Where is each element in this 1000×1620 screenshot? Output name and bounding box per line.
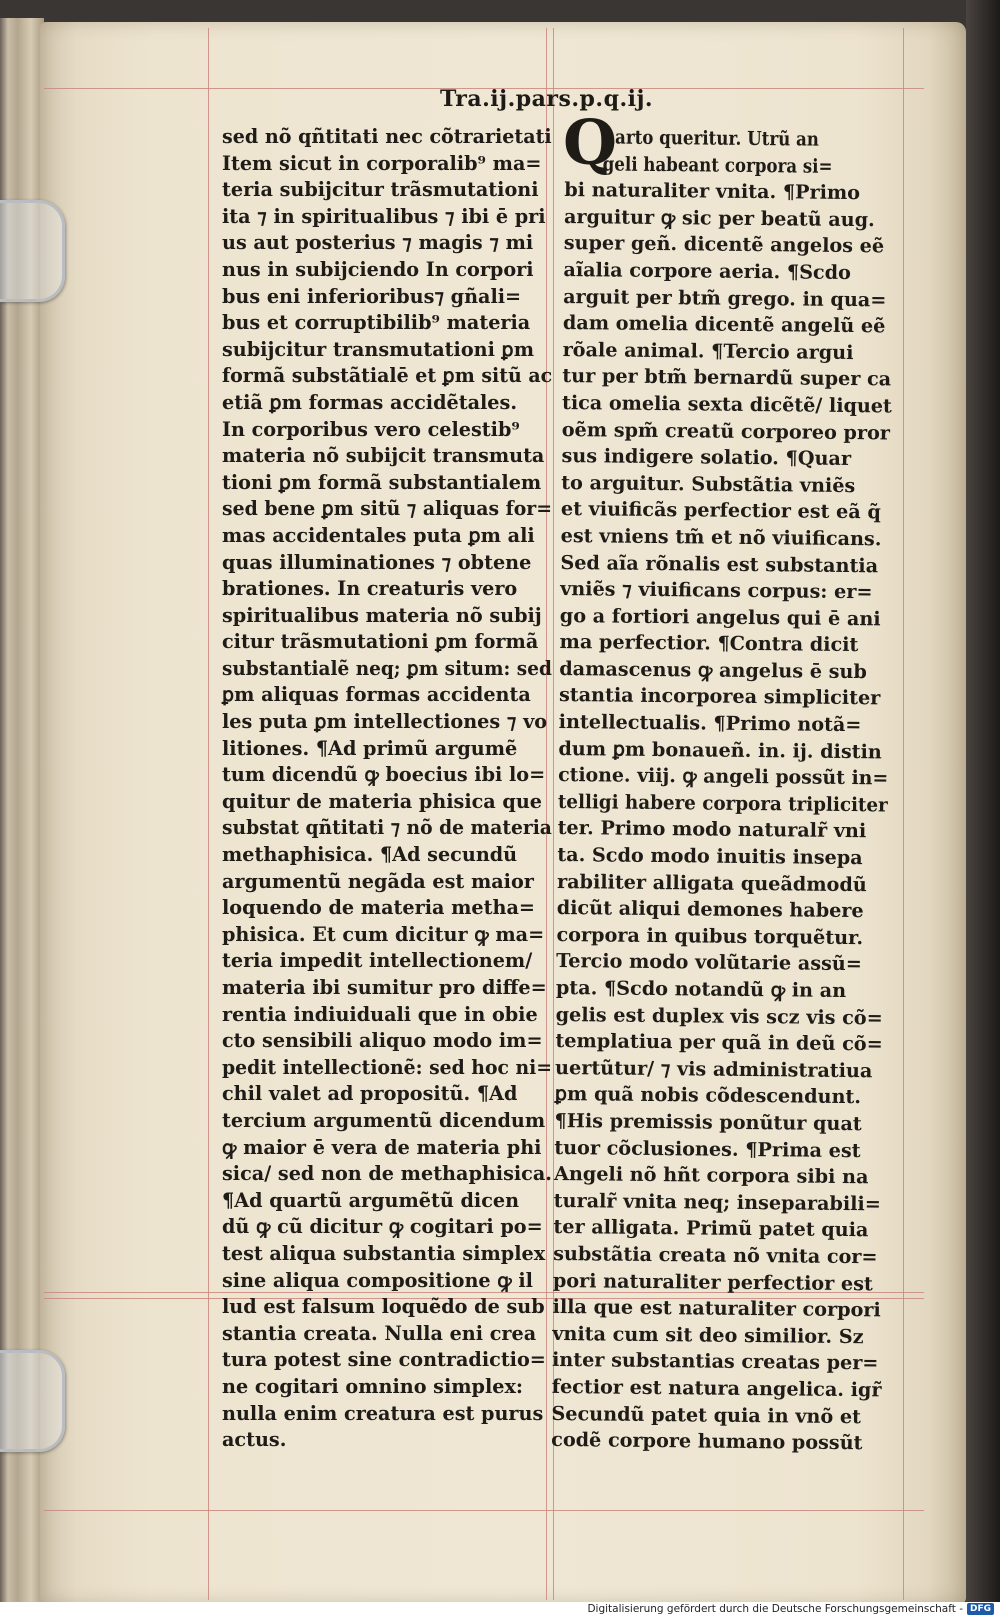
text-line: ctione. viij. ꝙ angeli possũt in= [558,763,889,790]
page-clamp [0,200,65,302]
text-line: dam omelia dicentẽ angelũ eẽ [562,311,886,338]
text-line: ꝑm quã nobis cõdescendunt. [554,1082,862,1109]
gutter-shadow [966,0,1000,1620]
text-line: rabiliter alligata queãdmodũ [556,869,867,896]
text-line: ma perfectior. ¶Contra dicit [559,630,859,657]
text-column-left [222,124,552,1454]
text-line: Tercio modo volũtarie assũ= [556,949,863,976]
page-clamp [0,1350,65,1452]
text-line: uertũtur/ ⁊ vis administratiua [555,1055,873,1083]
text-line: damascenus ꝙ angelus ē sub [559,656,867,684]
text-line: go a fortiori angelus qui ē ani [559,603,881,631]
text-line: substantialẽ neq; ꝑm situm: sed [222,656,552,680]
running-title: Tra.ij.pars.p.q.ij. [440,86,654,112]
text-line: gelis est duplex vis scz vis cõ= [555,1002,883,1029]
text-line: stantia creata. Nulla eni crea [222,1321,537,1345]
text-line: stantia incorporea simpliciter [558,683,881,710]
text-line: tura potest sine contradictio= [222,1348,546,1372]
text-line: templatiua per quã in deũ cõ= [555,1029,883,1056]
footer-credit: Digitalisierung gefördert durch die Deutsche Forschungsgemeinschaft - [587,1603,963,1615]
text-line: Sed aĩa rõnalis est substantia [560,550,879,577]
text-line: dum ꝑm bonaueñ. in. ij. distin [558,736,882,764]
text-line: sus indigere solatio. ¶Quar [561,444,852,471]
initial-letter: Q [563,106,618,179]
text-line: ita ⁊ in spiritualibus ⁊ ibi ē pri [222,204,546,228]
text-line: tercium argumentũ dicendum [222,1108,546,1132]
text-line: uarto queritur. Utrũ an [602,125,820,151]
text-line: ta. Scdo modo inuitis insepa [557,842,863,870]
text-line: mas accidentales puta ꝑm ali [222,523,535,547]
text-line: sica/ sed non de methaphisica. [222,1162,552,1186]
text-line: tioni ꝑm formã substantialem [222,470,542,494]
text-line: intellectualis. ¶Primo notã= [558,710,862,737]
text-line: ¶Ad quartũ argumẽtũ dicen [222,1188,520,1212]
text-line: arguit per btm̃ grego. in qua= [563,284,887,311]
text-line: ne cogitari omnino simplex: [222,1374,523,1398]
text-line: pedit intellectionẽ: sed hoc ni= [222,1055,552,1079]
text-line: ꝑm aliquas formas accidenta [222,683,531,707]
text-line: turalr̃ vnita neq; inseparabili= [553,1188,881,1216]
text-line: Angeli nõ hñt corpora sibi na [553,1162,869,1189]
text-line: litiones. ¶Ad primũ argumẽ [222,736,518,760]
text-line: dicũt aliqui demones habere [556,896,864,923]
ruling-line-vertical [208,28,209,1600]
text-line: oẽm spm̃ creatũ corporeo pror [561,417,891,444]
text-line: codẽ corpore humano possũt [551,1428,863,1455]
text-line: tum dicendũ ꝙ boecius ibi lo= [222,763,546,787]
text-line: est vniens tm̃ et nõ viuificans. [560,523,882,551]
text-line: bus et corruptibilib⁹ materia [222,311,531,335]
text-line: etiã ꝑm formas accidẽtales. [222,390,517,414]
text-line: vnita cum sit deo similior. Sz [552,1321,864,1348]
text-line: ¶His premissis ponũtur quat [554,1108,862,1136]
text-line: In corporibus vero celestib⁹ [222,417,520,441]
text-line: test aliqua substantia simplex [222,1241,546,1265]
text-line: formã substãtialē et ꝑm sitũ ac [222,364,553,388]
text-line: super geñ. dicentẽ angelos eẽ [563,231,885,258]
text-line: arguitur ꝙ sic per beatũ aug. [563,204,875,232]
ruling-line-horizontal [44,1510,924,1511]
ruling-line-vertical [903,28,904,1600]
text-line: phisica. Et cum dicitur ꝙ ma= [222,922,545,946]
text-line: citur trãsmutationi ꝑm formã [222,630,539,654]
text-line: pta. ¶Scdo notandũ ꝙ in an [555,975,847,1002]
text-line: brationes. In creaturis vero [222,577,518,601]
text-line: rentia indiuiduali que in obie [222,1002,538,1026]
text-line: bi naturaliter vnita. ¶Primo [564,178,861,205]
text-line: methaphisica. ¶Ad secundũ [222,843,518,867]
text-line: us aut posterius ⁊ magis ⁊ mi [222,231,534,255]
text-line: teria impedit intellectionem/ [222,949,533,973]
text-line: nus in subijciendo In corpori [222,257,534,281]
text-line: pori naturaliter perfectior est [552,1268,873,1295]
text-line: telligi habere corpora tripliciter [557,789,888,817]
text-line: argumentũ negãda est maior [222,869,534,893]
text-line: tur per btm̃ bernardũ super ca [562,364,892,391]
text-line: dũ ꝙ cũ dicitur ꝙ cogitari po= [222,1215,543,1239]
text-line: les puta ꝑm intellectiones ⁊ vo [222,710,548,734]
text-line: tuor cõclusiones. ¶Prima est [554,1135,861,1162]
text-line: materia nõ subijcit transmuta [222,444,545,468]
text-line: nulla enim creatura est purus [222,1401,544,1425]
text-line: ter alligata. Primũ patet quia [553,1215,869,1242]
text-line: fectior est natura angelica. igr̃ [551,1374,882,1402]
text-line: spiritualibus materia nõ subij [222,603,542,627]
text-line: corpora in quibus torquẽtur. [556,922,864,949]
text-line: tica omelia sexta dicẽtẽ/ liquet [561,390,892,418]
text-line: sed bene ꝑm sitũ ⁊ aliquas for= [222,497,553,521]
text-line: Secundũ patet quia in vnõ et [551,1401,862,1428]
footer [587,1603,994,1615]
text-line: sed nõ qñtitati nec cõtrarietati [222,125,552,148]
text-line: et viuificãs perfectior est eã q̃ [560,497,881,524]
text-line: actus. [222,1428,287,1452]
text-line: chil valet ad propositũ. ¶Ad [222,1082,518,1106]
dfg-logo-icon: DFG [967,1603,994,1615]
text-line: ter. Primo modo naturalr̃ vni [557,816,867,843]
text-line: quitur de materia phisica que [222,789,542,813]
text-line: quas illuminationes ⁊ obtene [222,550,532,574]
text-line: vniẽs ⁊ viuificans corpus: er= [560,577,873,604]
text-line: illa que est naturaliter corpori [552,1295,881,1322]
text-line: ꝙ maior ē vera de materia phi [222,1135,542,1159]
text-line: inter substantias creatas per= [551,1348,879,1375]
text-line: loquendo de materia metha= [222,896,535,920]
text-line: to arguitur. Substãtia vniẽs [561,470,856,497]
text-line: cto sensibili aliquo modo im= [222,1029,543,1053]
text-line: bus eni inferioribus⁊ gñali= [222,284,522,308]
text-line: materia ibi sumitur pro diffe= [222,976,547,999]
text-line: subijcitur transmutationi ꝑm [222,337,535,361]
text-line: teria subijcitur trãsmutationi [222,178,539,202]
text-line: substãtia creata nõ vnita cor= [553,1241,878,1269]
text-line: sine aliqua compositione ꝙ il [222,1268,533,1292]
text-line: geli habeant corpora si= [602,151,833,178]
text-line: lud est falsum loquẽdo de sub [222,1295,545,1319]
text-line: Item sicut in corporalib⁹ ma= [222,151,542,175]
text-line: aĩalia corpore aeria. ¶Scdo [563,257,852,284]
text-line: substat qñtitati ⁊ nõ de materia [222,816,552,840]
text-column-right [551,124,895,1457]
text-line: rõale animal. ¶Tercio argui [562,337,854,364]
